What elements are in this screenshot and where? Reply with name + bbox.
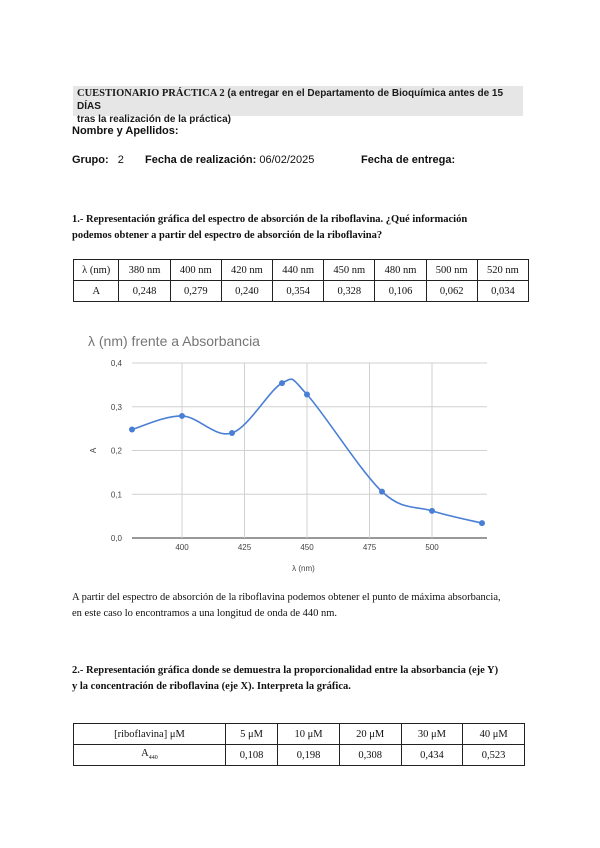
concentration-cell: 5 μM bbox=[225, 724, 277, 745]
header-title-rest: (a entregar en el Departamento de Bioquímica antes de 15 DÍAS bbox=[77, 88, 504, 112]
data-point bbox=[429, 508, 435, 514]
absorbance-cell: 0,062 bbox=[426, 281, 477, 302]
question-2-line-2: y la concentración de riboflavina (eje X). Interpreta la gráfica. bbox=[72, 681, 351, 692]
x-tick-label: 425 bbox=[237, 543, 252, 552]
wavelength-cell: 440 nm bbox=[273, 260, 324, 281]
question-1 bbox=[72, 212, 542, 244]
y-tick-label: 0,4 bbox=[110, 359, 122, 368]
answer-1 bbox=[72, 590, 542, 622]
absorbance-cell: 0,106 bbox=[375, 281, 426, 302]
y-axis-label: A bbox=[89, 447, 98, 454]
series-line bbox=[132, 379, 482, 523]
answer-1-line-1: A partir del espectro de absorción de la riboflavina podemos obtener el punto de máxima absorbancia, bbox=[72, 592, 501, 603]
y-tick-label: 0,2 bbox=[110, 446, 122, 456]
wavelength-cell: 420 nm bbox=[221, 260, 272, 281]
wavelength-cell: 500 nm bbox=[426, 260, 477, 281]
absorbance-440-label: $A_{440}$ bbox=[74, 745, 226, 766]
chart-title: λ (nm) frente a Absorbancia bbox=[88, 333, 260, 349]
spectrum-table bbox=[73, 259, 529, 302]
data-point bbox=[279, 380, 285, 386]
question-2-line-1: 2.- Representación gráfica donde se demuestra la proporcionalidad entre la absorbancia (eje Y) bbox=[72, 665, 499, 676]
spectrum-table-header-row bbox=[74, 260, 529, 281]
header-line-2: tras la realización de la práctica) bbox=[77, 114, 231, 125]
absorbance-440-cell: 0,108 bbox=[225, 745, 277, 766]
wavelength-cell: 480 nm bbox=[375, 260, 426, 281]
absorbance-cell: 0,328 bbox=[324, 281, 375, 302]
absorbance-440-cell: 0,308 bbox=[339, 745, 401, 766]
concentration-table-header-row bbox=[74, 724, 525, 745]
delivery-label: Fecha de entrega: bbox=[361, 154, 456, 166]
concentration-header-cell: [riboflavina] μM bbox=[74, 724, 226, 745]
x-tick-label: 500 bbox=[425, 543, 439, 552]
data-point bbox=[379, 489, 385, 495]
absorbance-cell: 0,248 bbox=[119, 281, 170, 302]
absorbance-label-cell: A bbox=[74, 281, 119, 302]
x-tick-label: 475 bbox=[362, 543, 377, 552]
concentration-cell: 20 μM bbox=[339, 724, 401, 745]
date-label: Fecha de realización: bbox=[145, 154, 257, 166]
date-row bbox=[145, 154, 314, 166]
question-2 bbox=[72, 663, 542, 695]
x-axis-label: λ (nm) bbox=[292, 564, 315, 573]
y-tick-label: 0,0 bbox=[110, 534, 122, 543]
date-value: 06/02/2025 bbox=[259, 154, 315, 166]
concentration-cell: 40 μM bbox=[463, 724, 525, 745]
wavelength-cell: 450 nm bbox=[324, 260, 375, 281]
data-point bbox=[479, 520, 485, 526]
wavelength-header-cell: λ (nm) bbox=[74, 260, 119, 281]
absorbance-440-cell: 0,523 bbox=[463, 745, 525, 766]
absorbance-cell: 0,240 bbox=[221, 281, 272, 302]
document-header bbox=[73, 86, 523, 125]
group-row bbox=[72, 154, 124, 166]
question-1-line-1: 1.- Representación gráfica del espectro de absorción de la riboflavina. ¿Qué información bbox=[72, 214, 468, 225]
group-value: 2 bbox=[117, 154, 124, 166]
group-label: Grupo: bbox=[72, 154, 109, 166]
concentration-cell: 10 μM bbox=[278, 724, 340, 745]
data-point bbox=[179, 413, 185, 419]
absorbance-cell: 0,354 bbox=[273, 281, 324, 302]
absorbance-440-cell: 0,198 bbox=[278, 745, 340, 766]
spectrum-table-value-row bbox=[74, 281, 529, 302]
data-point bbox=[229, 430, 235, 436]
name-label: Nombre y Apellidos: bbox=[72, 125, 179, 137]
concentration-table-value-row bbox=[74, 745, 525, 766]
concentration-cell: 30 μM bbox=[401, 724, 463, 745]
question-1-line-2: podemos obtener a partir del espectro de absorción de la riboflavina? bbox=[72, 230, 383, 241]
absorbance-440-cell: 0,434 bbox=[401, 745, 463, 766]
absorbance-cell: 0,279 bbox=[170, 281, 221, 302]
answer-1-line-2: en este caso lo encontramos a una longitud de onda de 440 nm. bbox=[72, 608, 338, 619]
x-tick-label: 400 bbox=[175, 543, 189, 552]
y-tick-label: 0,3 bbox=[110, 402, 122, 412]
concentration-table bbox=[73, 723, 525, 766]
header-line-1 bbox=[77, 87, 519, 113]
y-tick-label: 0,1 bbox=[110, 490, 122, 500]
wavelength-cell: 400 nm bbox=[170, 260, 221, 281]
absorbance-cell: 0,034 bbox=[477, 281, 528, 302]
x-tick-label: 450 bbox=[300, 543, 314, 552]
wavelength-cell: 380 nm bbox=[119, 260, 170, 281]
data-point bbox=[129, 427, 135, 433]
wavelength-cell: 520 nm bbox=[477, 260, 528, 281]
header-title-main: CUESTIONARIO PRÁCTICA 2 bbox=[77, 88, 225, 99]
data-point bbox=[304, 392, 310, 398]
